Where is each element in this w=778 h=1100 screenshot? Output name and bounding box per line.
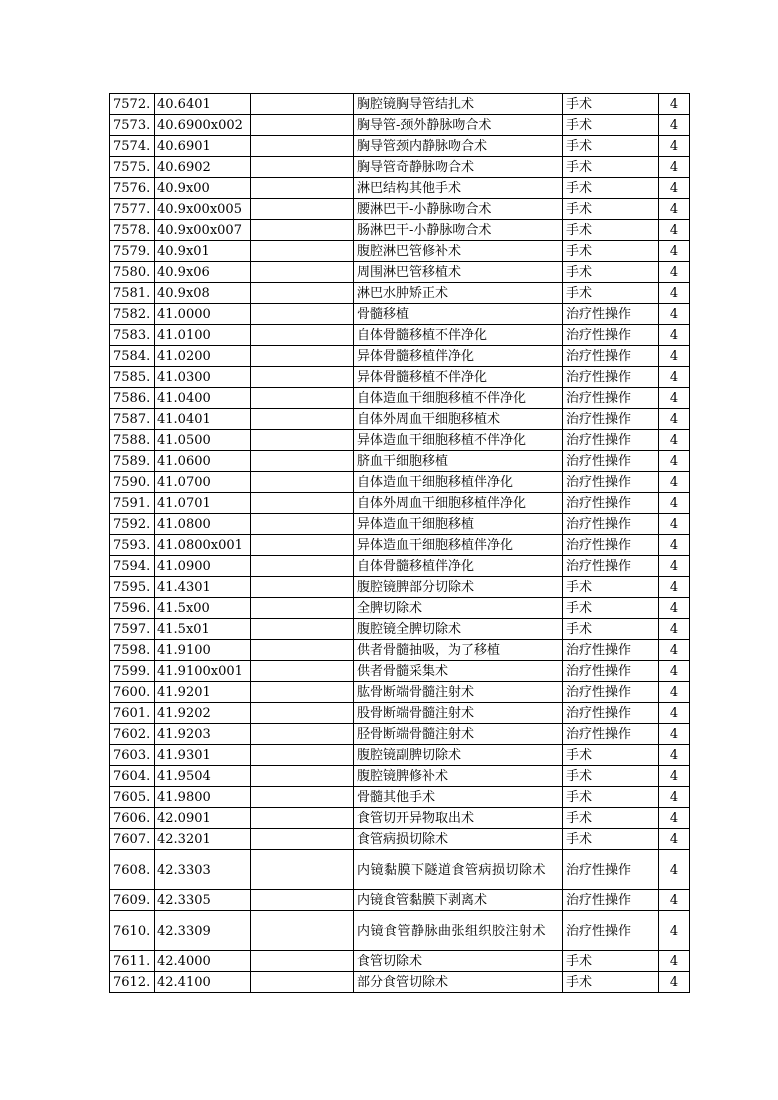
table-row xyxy=(110,535,690,556)
procedure-code-cell: 42.3309 xyxy=(155,911,251,951)
table-row xyxy=(110,724,690,745)
category-cell: 手术 xyxy=(563,157,659,178)
procedure-name-cell: 脐血干细胞移植 xyxy=(354,451,563,472)
category-cell: 治疗性操作 xyxy=(563,388,659,409)
procedure-name-cell: 自体外周血干细胞移植术 xyxy=(354,409,563,430)
level-cell: 4 xyxy=(659,577,690,598)
procedure-name-cell: 胫骨断端骨髓注射术 xyxy=(354,724,563,745)
category-cell: 手术 xyxy=(563,283,659,304)
procedure-name-cell: 肱骨断端骨髓注射术 xyxy=(354,682,563,703)
level-cell: 4 xyxy=(659,409,690,430)
procedure-code-cell: 41.9201 xyxy=(155,682,251,703)
procedure-code-cell: 41.0200 xyxy=(155,346,251,367)
category-cell: 手术 xyxy=(563,808,659,829)
table-row xyxy=(110,367,690,388)
row-index-cell: 7576. xyxy=(110,178,155,199)
empty-cell xyxy=(251,556,354,577)
empty-cell xyxy=(251,157,354,178)
table-row xyxy=(110,640,690,661)
category-cell: 治疗性操作 xyxy=(563,304,659,325)
category-cell: 治疗性操作 xyxy=(563,325,659,346)
row-index-cell: 7586. xyxy=(110,388,155,409)
procedure-name-cell: 自体骨髓移植不伴净化 xyxy=(354,325,563,346)
procedure-code-cell: 40.6900x002 xyxy=(155,115,251,136)
level-cell: 4 xyxy=(659,619,690,640)
empty-cell xyxy=(251,346,354,367)
row-index-cell: 7607. xyxy=(110,829,155,850)
procedure-code-cell: 41.0000 xyxy=(155,304,251,325)
level-cell: 4 xyxy=(659,430,690,451)
level-cell: 4 xyxy=(659,115,690,136)
category-cell: 治疗性操作 xyxy=(563,682,659,703)
table-row xyxy=(110,745,690,766)
procedure-code-cell: 42.3201 xyxy=(155,829,251,850)
row-index-cell: 7604. xyxy=(110,766,155,787)
procedure-code-cell: 41.9504 xyxy=(155,766,251,787)
row-index-cell: 7583. xyxy=(110,325,155,346)
category-cell: 治疗性操作 xyxy=(563,409,659,430)
category-cell: 治疗性操作 xyxy=(563,430,659,451)
empty-cell xyxy=(251,829,354,850)
level-cell: 4 xyxy=(659,283,690,304)
level-cell: 4 xyxy=(659,388,690,409)
procedure-code-cell: 41.4301 xyxy=(155,577,251,598)
row-index-cell: 7575. xyxy=(110,157,155,178)
level-cell: 4 xyxy=(659,199,690,220)
level-cell: 4 xyxy=(659,241,690,262)
empty-cell xyxy=(251,766,354,787)
procedure-code-cell: 42.0901 xyxy=(155,808,251,829)
category-cell: 手术 xyxy=(563,577,659,598)
table-row xyxy=(110,951,690,972)
table-row xyxy=(110,619,690,640)
empty-cell xyxy=(251,241,354,262)
procedure-name-cell: 骨髓其他手术 xyxy=(354,787,563,808)
table-row xyxy=(110,808,690,829)
empty-cell xyxy=(251,136,354,157)
table-row xyxy=(110,514,690,535)
category-cell: 治疗性操作 xyxy=(563,514,659,535)
row-index-cell: 7605. xyxy=(110,787,155,808)
procedure-code-cell: 40.9x00x005 xyxy=(155,199,251,220)
procedure-code-cell: 40.6902 xyxy=(155,157,251,178)
procedure-code-cell: 41.9203 xyxy=(155,724,251,745)
procedure-code-cell: 41.9202 xyxy=(155,703,251,724)
category-cell: 治疗性操作 xyxy=(563,661,659,682)
procedure-code-cell: 40.9x08 xyxy=(155,283,251,304)
category-cell: 治疗性操作 xyxy=(563,724,659,745)
row-index-cell: 7597. xyxy=(110,619,155,640)
procedure-name-cell: 腹腔镜脾修补术 xyxy=(354,766,563,787)
row-index-cell: 7574. xyxy=(110,136,155,157)
table-row xyxy=(110,430,690,451)
level-cell: 4 xyxy=(659,787,690,808)
procedure-code-cell: 41.9800 xyxy=(155,787,251,808)
empty-cell xyxy=(251,304,354,325)
procedure-name-cell: 腰淋巴干-小静脉吻合术 xyxy=(354,199,563,220)
empty-cell xyxy=(251,890,354,911)
procedure-name-cell: 食管病损切除术 xyxy=(354,829,563,850)
category-cell: 手术 xyxy=(563,972,659,993)
row-index-cell: 7591. xyxy=(110,493,155,514)
table-row xyxy=(110,283,690,304)
empty-cell xyxy=(251,619,354,640)
procedure-name-cell: 腹腔镜脾部分切除术 xyxy=(354,577,563,598)
level-cell: 4 xyxy=(659,598,690,619)
level-cell: 4 xyxy=(659,220,690,241)
procedure-code-cell: 41.9301 xyxy=(155,745,251,766)
category-cell: 治疗性操作 xyxy=(563,493,659,514)
level-cell: 4 xyxy=(659,766,690,787)
level-cell: 4 xyxy=(659,178,690,199)
table-row xyxy=(110,911,690,951)
empty-cell xyxy=(251,745,354,766)
procedure-name-cell: 胸腔镜胸导管结扎术 xyxy=(354,94,563,115)
table-row xyxy=(110,598,690,619)
row-index-cell: 7579. xyxy=(110,241,155,262)
category-cell: 手术 xyxy=(563,115,659,136)
level-cell: 4 xyxy=(659,951,690,972)
row-index-cell: 7582. xyxy=(110,304,155,325)
table-row xyxy=(110,493,690,514)
level-cell: 4 xyxy=(659,262,690,283)
category-cell: 治疗性操作 xyxy=(563,346,659,367)
empty-cell xyxy=(251,850,354,890)
procedure-name-cell: 腹腔镜全脾切除术 xyxy=(354,619,563,640)
procedure-code-cell: 41.5x01 xyxy=(155,619,251,640)
table-row xyxy=(110,262,690,283)
procedure-name-cell: 腹腔淋巴管修补术 xyxy=(354,241,563,262)
row-index-cell: 7610. xyxy=(110,911,155,951)
level-cell: 4 xyxy=(659,535,690,556)
procedure-name-cell: 淋巴水肿矫正术 xyxy=(354,283,563,304)
table-row xyxy=(110,178,690,199)
empty-cell xyxy=(251,661,354,682)
procedure-code-cell: 40.6901 xyxy=(155,136,251,157)
row-index-cell: 7592. xyxy=(110,514,155,535)
procedure-code-cell: 40.9x01 xyxy=(155,241,251,262)
procedure-name-cell: 食管切除术 xyxy=(354,951,563,972)
table-row xyxy=(110,346,690,367)
procedure-code-cell: 41.0800 xyxy=(155,514,251,535)
row-index-cell: 7612. xyxy=(110,972,155,993)
procedure-code-cell: 42.3303 xyxy=(155,850,251,890)
procedure-name-cell: 骨髓移植 xyxy=(354,304,563,325)
category-cell: 治疗性操作 xyxy=(563,472,659,493)
procedure-name-cell: 内镜食管静脉曲张组织胶注射术 xyxy=(354,911,563,951)
row-index-cell: 7581. xyxy=(110,283,155,304)
level-cell: 4 xyxy=(659,304,690,325)
table-row xyxy=(110,556,690,577)
level-cell: 4 xyxy=(659,703,690,724)
table-row xyxy=(110,829,690,850)
procedure-code-cell: 42.3305 xyxy=(155,890,251,911)
procedure-name-cell: 胸导管-颈外静脉吻合术 xyxy=(354,115,563,136)
table-row xyxy=(110,703,690,724)
procedure-name-cell: 自体外周血干细胞移植伴净化 xyxy=(354,493,563,514)
procedure-code-cell: 41.9100x001 xyxy=(155,661,251,682)
empty-cell xyxy=(251,283,354,304)
procedure-name-cell: 内镜食管黏膜下剥离术 xyxy=(354,890,563,911)
procedure-name-cell: 胸导管奇静脉吻合术 xyxy=(354,157,563,178)
procedure-name-cell: 肠淋巴干-小静脉吻合术 xyxy=(354,220,563,241)
empty-cell xyxy=(251,451,354,472)
procedure-name-cell: 异体造血干细胞移植不伴净化 xyxy=(354,430,563,451)
procedure-name-cell: 内镜黏膜下隧道食管病损切除术 xyxy=(354,850,563,890)
table-body xyxy=(110,94,690,993)
procedure-code-cell: 41.0701 xyxy=(155,493,251,514)
empty-cell xyxy=(251,911,354,951)
row-index-cell: 7609. xyxy=(110,890,155,911)
empty-cell xyxy=(251,682,354,703)
procedure-name-cell: 自体造血干细胞移植不伴净化 xyxy=(354,388,563,409)
row-index-cell: 7587. xyxy=(110,409,155,430)
table-row xyxy=(110,766,690,787)
empty-cell xyxy=(251,951,354,972)
empty-cell xyxy=(251,199,354,220)
table-row xyxy=(110,890,690,911)
category-cell: 手术 xyxy=(563,136,659,157)
table-row xyxy=(110,388,690,409)
level-cell: 4 xyxy=(659,136,690,157)
level-cell: 4 xyxy=(659,514,690,535)
empty-cell xyxy=(251,367,354,388)
category-cell: 手术 xyxy=(563,829,659,850)
empty-cell xyxy=(251,493,354,514)
empty-cell xyxy=(251,220,354,241)
level-cell: 4 xyxy=(659,157,690,178)
level-cell: 4 xyxy=(659,911,690,951)
level-cell: 4 xyxy=(659,724,690,745)
procedure-name-cell: 异体造血干细胞移植伴净化 xyxy=(354,535,563,556)
empty-cell xyxy=(251,262,354,283)
row-index-cell: 7578. xyxy=(110,220,155,241)
category-cell: 手术 xyxy=(563,787,659,808)
procedure-code-cell: 40.9x00x007 xyxy=(155,220,251,241)
category-cell: 手术 xyxy=(563,951,659,972)
category-cell: 手术 xyxy=(563,220,659,241)
category-cell: 治疗性操作 xyxy=(563,850,659,890)
row-index-cell: 7602. xyxy=(110,724,155,745)
level-cell: 4 xyxy=(659,808,690,829)
table-row xyxy=(110,325,690,346)
procedure-name-cell: 胸导管颈内静脉吻合术 xyxy=(354,136,563,157)
procedure-name-cell: 自体造血干细胞移植伴净化 xyxy=(354,472,563,493)
category-cell: 治疗性操作 xyxy=(563,367,659,388)
category-cell: 手术 xyxy=(563,766,659,787)
category-cell: 手术 xyxy=(563,598,659,619)
procedure-code-cell: 41.0100 xyxy=(155,325,251,346)
procedure-name-cell: 自体骨髓移植伴净化 xyxy=(354,556,563,577)
category-cell: 治疗性操作 xyxy=(563,451,659,472)
procedure-code-cell: 41.0800x001 xyxy=(155,535,251,556)
row-index-cell: 7601. xyxy=(110,703,155,724)
row-index-cell: 7603. xyxy=(110,745,155,766)
procedure-name-cell: 全脾切除术 xyxy=(354,598,563,619)
empty-cell xyxy=(251,703,354,724)
procedure-name-cell: 供者骨髓采集术 xyxy=(354,661,563,682)
table-row xyxy=(110,972,690,993)
procedure-code-cell: 42.4000 xyxy=(155,951,251,972)
table-row xyxy=(110,157,690,178)
row-index-cell: 7584. xyxy=(110,346,155,367)
table-row xyxy=(110,136,690,157)
level-cell: 4 xyxy=(659,325,690,346)
procedure-code-cell: 42.4100 xyxy=(155,972,251,993)
table-row xyxy=(110,199,690,220)
level-cell: 4 xyxy=(659,346,690,367)
procedure-code-cell: 41.0400 xyxy=(155,388,251,409)
procedure-code-table xyxy=(109,93,690,993)
empty-cell xyxy=(251,472,354,493)
table-row xyxy=(110,577,690,598)
category-cell: 手术 xyxy=(563,745,659,766)
row-index-cell: 7595. xyxy=(110,577,155,598)
table-row xyxy=(110,115,690,136)
level-cell: 4 xyxy=(659,94,690,115)
level-cell: 4 xyxy=(659,640,690,661)
row-index-cell: 7589. xyxy=(110,451,155,472)
row-index-cell: 7594. xyxy=(110,556,155,577)
row-index-cell: 7598. xyxy=(110,640,155,661)
procedure-name-cell: 淋巴结构其他手术 xyxy=(354,178,563,199)
table-row xyxy=(110,850,690,890)
empty-cell xyxy=(251,388,354,409)
empty-cell xyxy=(251,178,354,199)
procedure-code-cell: 41.0500 xyxy=(155,430,251,451)
table-row xyxy=(110,241,690,262)
procedure-code-cell: 41.9100 xyxy=(155,640,251,661)
table-row xyxy=(110,661,690,682)
empty-cell xyxy=(251,640,354,661)
row-index-cell: 7580. xyxy=(110,262,155,283)
empty-cell xyxy=(251,972,354,993)
category-cell: 手术 xyxy=(563,199,659,220)
procedure-code-cell: 40.9x00 xyxy=(155,178,251,199)
level-cell: 4 xyxy=(659,472,690,493)
row-index-cell: 7585. xyxy=(110,367,155,388)
table-row xyxy=(110,451,690,472)
row-index-cell: 7596. xyxy=(110,598,155,619)
empty-cell xyxy=(251,724,354,745)
procedure-name-cell: 异体造血干细胞移植 xyxy=(354,514,563,535)
row-index-cell: 7573. xyxy=(110,115,155,136)
row-index-cell: 7599. xyxy=(110,661,155,682)
table-row xyxy=(110,304,690,325)
category-cell: 治疗性操作 xyxy=(563,556,659,577)
category-cell: 手术 xyxy=(563,94,659,115)
row-index-cell: 7600. xyxy=(110,682,155,703)
table-row xyxy=(110,787,690,808)
table-row xyxy=(110,472,690,493)
procedure-code-cell: 40.9x06 xyxy=(155,262,251,283)
empty-cell xyxy=(251,787,354,808)
level-cell: 4 xyxy=(659,451,690,472)
empty-cell xyxy=(251,409,354,430)
procedure-name-cell: 部分食管切除术 xyxy=(354,972,563,993)
level-cell: 4 xyxy=(659,556,690,577)
row-index-cell: 7593. xyxy=(110,535,155,556)
empty-cell xyxy=(251,577,354,598)
table-row xyxy=(110,682,690,703)
procedure-code-cell: 41.0401 xyxy=(155,409,251,430)
row-index-cell: 7588. xyxy=(110,430,155,451)
level-cell: 4 xyxy=(659,850,690,890)
procedure-name-cell: 异体骨髓移植伴净化 xyxy=(354,346,563,367)
procedure-name-cell: 异体骨髓移植不伴净化 xyxy=(354,367,563,388)
table-row xyxy=(110,409,690,430)
empty-cell xyxy=(251,514,354,535)
category-cell: 治疗性操作 xyxy=(563,911,659,951)
level-cell: 4 xyxy=(659,661,690,682)
level-cell: 4 xyxy=(659,829,690,850)
procedure-code-cell: 41.0900 xyxy=(155,556,251,577)
category-cell: 治疗性操作 xyxy=(563,535,659,556)
table-row xyxy=(110,94,690,115)
row-index-cell: 7572. xyxy=(110,94,155,115)
table-row xyxy=(110,220,690,241)
category-cell: 手术 xyxy=(563,262,659,283)
level-cell: 4 xyxy=(659,745,690,766)
procedure-code-cell: 40.6401 xyxy=(155,94,251,115)
empty-cell xyxy=(251,808,354,829)
level-cell: 4 xyxy=(659,493,690,514)
row-index-cell: 7608. xyxy=(110,850,155,890)
row-index-cell: 7606. xyxy=(110,808,155,829)
empty-cell xyxy=(251,598,354,619)
empty-cell xyxy=(251,430,354,451)
procedure-code-cell: 41.0300 xyxy=(155,367,251,388)
empty-cell xyxy=(251,325,354,346)
empty-cell xyxy=(251,115,354,136)
category-cell: 治疗性操作 xyxy=(563,640,659,661)
procedure-code-cell: 41.5x00 xyxy=(155,598,251,619)
level-cell: 4 xyxy=(659,682,690,703)
row-index-cell: 7611. xyxy=(110,951,155,972)
procedure-code-cell: 41.0700 xyxy=(155,472,251,493)
procedure-name-cell: 腹腔镜副脾切除术 xyxy=(354,745,563,766)
procedure-name-cell: 股骨断端骨髓注射术 xyxy=(354,703,563,724)
level-cell: 4 xyxy=(659,890,690,911)
category-cell: 手术 xyxy=(563,241,659,262)
category-cell: 手术 xyxy=(563,178,659,199)
category-cell: 治疗性操作 xyxy=(563,703,659,724)
procedure-code-cell: 41.0600 xyxy=(155,451,251,472)
empty-cell xyxy=(251,94,354,115)
procedure-name-cell: 周围淋巴管移植术 xyxy=(354,262,563,283)
category-cell: 治疗性操作 xyxy=(563,890,659,911)
row-index-cell: 7590. xyxy=(110,472,155,493)
empty-cell xyxy=(251,535,354,556)
row-index-cell: 7577. xyxy=(110,199,155,220)
category-cell: 手术 xyxy=(563,619,659,640)
procedure-name-cell: 供者骨髓抽吸，为了移植 xyxy=(354,640,563,661)
level-cell: 4 xyxy=(659,972,690,993)
level-cell: 4 xyxy=(659,367,690,388)
procedure-name-cell: 食管切开异物取出术 xyxy=(354,808,563,829)
